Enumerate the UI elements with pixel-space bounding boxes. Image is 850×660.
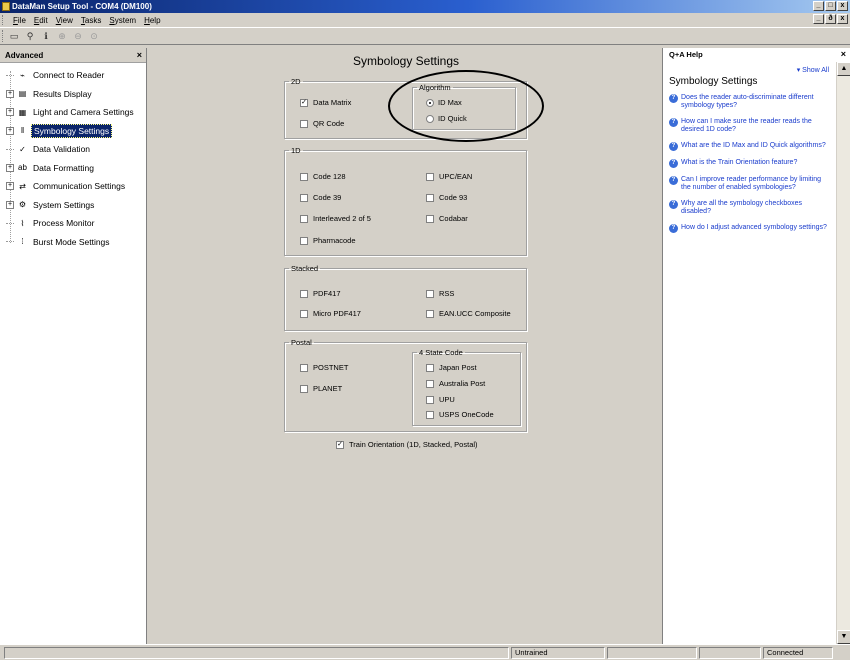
group-2d-legend: 2D [291, 77, 301, 86]
tree-item-label: Burst Mode Settings [33, 236, 110, 247]
question-icon: ? [669, 159, 678, 168]
toolbar-grip [2, 30, 5, 42]
connect-icon[interactable]: ⚲ [26, 30, 34, 41]
train-orientation-checkbox[interactable] [336, 440, 478, 449]
scroll-up-icon[interactable]: ▲ [837, 62, 850, 76]
zoom-out-icon[interactable]: ⊖ [74, 30, 82, 41]
tree-item-results-display[interactable] [0, 85, 146, 104]
code-128-checkbox[interactable] [300, 172, 346, 181]
menu-view[interactable]: View [55, 15, 73, 25]
checkbox-label: EAN.UCC Composite [439, 309, 511, 318]
communication-icon: ⇄ [19, 181, 26, 191]
help-link[interactable] [669, 176, 829, 192]
checkbox-label: UPU [439, 395, 455, 404]
checkbox-box [426, 194, 434, 202]
checkbox-box [426, 364, 434, 372]
help-link-text: What are the ID Max and ID Quick algorithms? [681, 142, 826, 149]
checkbox-box [426, 396, 434, 404]
tree-item-communication-settings[interactable] [0, 177, 146, 196]
expand-icon[interactable]: + [7, 126, 13, 134]
interleaved-2-of-5-checkbox[interactable] [300, 214, 371, 223]
toolbar [0, 27, 850, 45]
checkbox-label: Pharmacode [313, 236, 356, 245]
mdi-minimize-button[interactable]: _ [813, 14, 824, 24]
checkbox-box [426, 215, 434, 223]
zoom-in-icon[interactable]: ⊕ [58, 30, 66, 41]
tree-item-connect-to-reader[interactable] [0, 66, 146, 85]
page-title: Symbology Settings [352, 54, 460, 68]
radio-label: ID Quick [438, 114, 467, 123]
code-93-checkbox[interactable] [426, 193, 467, 202]
checkbox-label: Data Matrix [313, 98, 352, 107]
menu-help[interactable]: Help [144, 15, 161, 25]
advanced-panel-title: Advanced [5, 51, 44, 60]
pdf417-checkbox[interactable] [300, 289, 341, 298]
micro-pdf417-checkbox[interactable] [300, 309, 361, 318]
tree-item-light-and-camera-settings[interactable] [0, 103, 146, 122]
title-bar [0, 0, 850, 13]
checkbox-box: ✓ [337, 440, 343, 448]
tree-item-label: Symbology Settings [31, 124, 112, 138]
checkbox-label: RSS [439, 289, 455, 298]
tree-item-label: Light and Camera Settings [33, 107, 134, 118]
checkbox-box [426, 290, 434, 298]
menu-tasks[interactable]: Tasks [80, 15, 102, 25]
window-controls [813, 1, 848, 11]
zoom-fit-icon[interactable]: ⊙ [90, 30, 98, 41]
tree-item-label: Process Monitor [33, 218, 95, 229]
window-title: DataMan Setup Tool - COM4 (DM100) [12, 2, 152, 11]
postnet-checkbox[interactable] [300, 363, 348, 372]
tree-item-process-monitor[interactable] [0, 214, 146, 233]
help-link[interactable] [669, 142, 829, 151]
status-cell-empty [607, 647, 697, 659]
checkbox-label: Code 93 [439, 193, 468, 202]
help-link-text: Can I improve reader performance by limiting the number of enabled symbologies? [681, 176, 822, 191]
help-link-text: Why are all the symbology checkboxes disabled? [681, 200, 802, 215]
close-button[interactable]: x [837, 1, 848, 11]
checkbox-box [426, 411, 434, 419]
help-link-text: What is the Train Orientation feature? [681, 159, 798, 166]
checkbox-label: USPS OneCode [439, 410, 494, 419]
checkbox-label: Code 128 [313, 172, 346, 181]
ean-ucc-composite-checkbox[interactable] [426, 309, 511, 318]
checkbox-label: Codabar [439, 214, 468, 223]
menu-system[interactable]: System [109, 15, 137, 25]
help-panel-title: Q+A Help [669, 50, 703, 59]
menu-file[interactable]: File [13, 15, 26, 25]
validation-icon: ✓ [19, 144, 26, 154]
checkbox-box [426, 310, 434, 318]
code-39-checkbox[interactable] [300, 193, 341, 202]
tree-item-label: Data Validation [33, 144, 91, 155]
show-all-link[interactable]: ▾ Show All [796, 67, 829, 74]
help-link[interactable] [669, 118, 829, 134]
expand-icon[interactable]: + [7, 89, 13, 97]
tree-item-burst-mode-settings[interactable] [0, 233, 146, 252]
checkbox-box [300, 364, 308, 372]
system-icon: ⚙ [18, 200, 27, 210]
help-panel-header [663, 48, 850, 61]
algorithm-legend: Algorithm [419, 83, 451, 92]
data-matrix-checkbox[interactable] [300, 98, 351, 107]
expand-icon[interactable]: + [7, 182, 13, 190]
upu-checkbox[interactable] [426, 395, 455, 404]
help-heading: Symbology Settings [669, 76, 758, 87]
group-1d-legend: 1D [291, 146, 301, 155]
status-cell-empty [699, 647, 761, 659]
checkbox-label: QR Code [313, 119, 345, 128]
advanced-panel-header [0, 48, 146, 63]
tree-item-data-formatting[interactable] [0, 159, 146, 178]
symbology-settings-page [147, 48, 661, 644]
help-scrollbar[interactable] [836, 62, 850, 644]
checkbox-label: Interleaved 2 of 5 [313, 214, 371, 223]
question-icon: ? [669, 176, 678, 185]
group-postal-legend: Postal [291, 338, 312, 347]
mdi-controls [813, 14, 848, 24]
japan-post-checkbox[interactable] [426, 363, 477, 372]
checkbox-label: Australia Post [439, 379, 486, 388]
tree-branch [6, 75, 14, 76]
group-stacked-legend: Stacked [291, 264, 319, 273]
expand-icon[interactable]: + [7, 108, 13, 116]
menu-bar [0, 13, 850, 27]
qr-code-checkbox[interactable] [300, 119, 344, 128]
checkbox-box [300, 173, 308, 181]
close-icon[interactable]: × [840, 49, 846, 59]
usps-onecode-checkbox[interactable] [426, 410, 494, 419]
help-link-text: Does the reader auto-discriminate different symbology types? [681, 94, 814, 109]
question-icon: ? [669, 200, 678, 209]
checkbox-label: PLANET [313, 384, 343, 393]
help-link[interactable] [669, 94, 829, 110]
tree-item-label: Communication Settings [33, 181, 126, 192]
menu-edit[interactable]: Edit [33, 15, 48, 25]
formatting-icon: ab [18, 163, 27, 173]
planet-checkbox[interactable] [300, 384, 342, 393]
close-icon[interactable]: × [136, 50, 142, 60]
checkbox-box [300, 120, 308, 128]
connect-icon: ⌁ [20, 70, 25, 80]
checkbox-label: POSTNET [313, 363, 349, 372]
maximize-button[interactable]: □ [825, 1, 836, 11]
help-link[interactable] [669, 200, 829, 216]
checkbox-label: Micro PDF417 [313, 309, 361, 318]
tree-branch [6, 149, 14, 150]
help-content [663, 61, 835, 644]
info-icon[interactable]: ℹ [44, 30, 48, 41]
checkbox-label: Train Orientation (1D, Stacked, Postal) [349, 440, 478, 449]
checkbox-box [300, 290, 308, 298]
checkbox-box [300, 215, 308, 223]
codabar-checkbox[interactable] [426, 214, 468, 223]
tree-branch [6, 241, 14, 242]
tree-item-label: Results Display [33, 88, 92, 99]
question-icon: ? [669, 118, 678, 127]
checkbox-label: UPC/EAN [439, 172, 473, 181]
checkbox-box [426, 173, 434, 181]
monitor-icon: ⌇ [20, 218, 25, 228]
display-icon: ▤ [18, 89, 27, 99]
minimize-button[interactable]: _ [813, 1, 824, 11]
expand-icon[interactable]: + [7, 163, 13, 171]
tree-item-label: Data Formatting [33, 162, 94, 173]
tree-item-symbology-settings[interactable] [0, 122, 146, 141]
upc-ean-checkbox[interactable] [426, 172, 472, 181]
question-icon: ? [669, 94, 678, 103]
rss-checkbox[interactable] [426, 289, 454, 298]
resize-grip[interactable] [835, 647, 847, 659]
checkbox-box [300, 237, 308, 245]
help-link-text: How do I adjust advanced symbology settings? [681, 224, 827, 231]
checkbox-box: ✓ [301, 98, 307, 106]
highlight-ellipse [388, 70, 544, 142]
tree-item-system-settings[interactable] [0, 196, 146, 215]
camera-icon: ▦ [18, 107, 27, 117]
tree-item-label: Connect to Reader [33, 70, 105, 81]
advanced-panel [0, 48, 147, 644]
status-bar [0, 644, 850, 660]
connection-status: Connected [763, 647, 833, 659]
train-status: Untrained [511, 647, 605, 659]
checkbox-box [426, 380, 434, 388]
checkbox-box [300, 385, 308, 393]
menu-grip [2, 15, 5, 25]
checkbox-label: PDF417 [313, 289, 341, 298]
tree-branch [6, 223, 14, 224]
burst-icon: ⁞ [21, 237, 24, 247]
mdi-restore-button[interactable]: ð [825, 14, 836, 24]
tree-item-label: System Settings [33, 199, 95, 210]
help-link-text: How can I make sure the reader reads the desired 1D code? [681, 118, 812, 133]
new-icon[interactable]: ▭ [9, 30, 19, 41]
barcode-icon: ǁ [20, 126, 25, 136]
question-icon: ? [669, 142, 678, 151]
checkbox-box [300, 310, 308, 318]
checkbox-label: Code 39 [313, 193, 342, 202]
scroll-down-icon[interactable]: ▼ [837, 630, 850, 644]
australia-post-checkbox[interactable] [426, 379, 485, 388]
checkbox-label: Japan Post [439, 363, 477, 372]
status-message [4, 647, 509, 659]
help-link[interactable] [669, 224, 829, 233]
help-link[interactable] [669, 159, 829, 168]
checkbox-box [300, 194, 308, 202]
pharmacode-checkbox[interactable] [300, 236, 356, 245]
help-panel [662, 48, 850, 644]
tree-item-data-validation[interactable] [0, 140, 146, 159]
radio-label: ID Max [438, 98, 462, 107]
mdi-close-button[interactable]: x [837, 14, 848, 24]
expand-icon[interactable]: + [7, 200, 13, 208]
app-icon [2, 2, 10, 11]
four-state-legend: 4 State Code [419, 348, 463, 357]
question-icon: ? [669, 224, 678, 233]
task-tree [0, 63, 146, 251]
